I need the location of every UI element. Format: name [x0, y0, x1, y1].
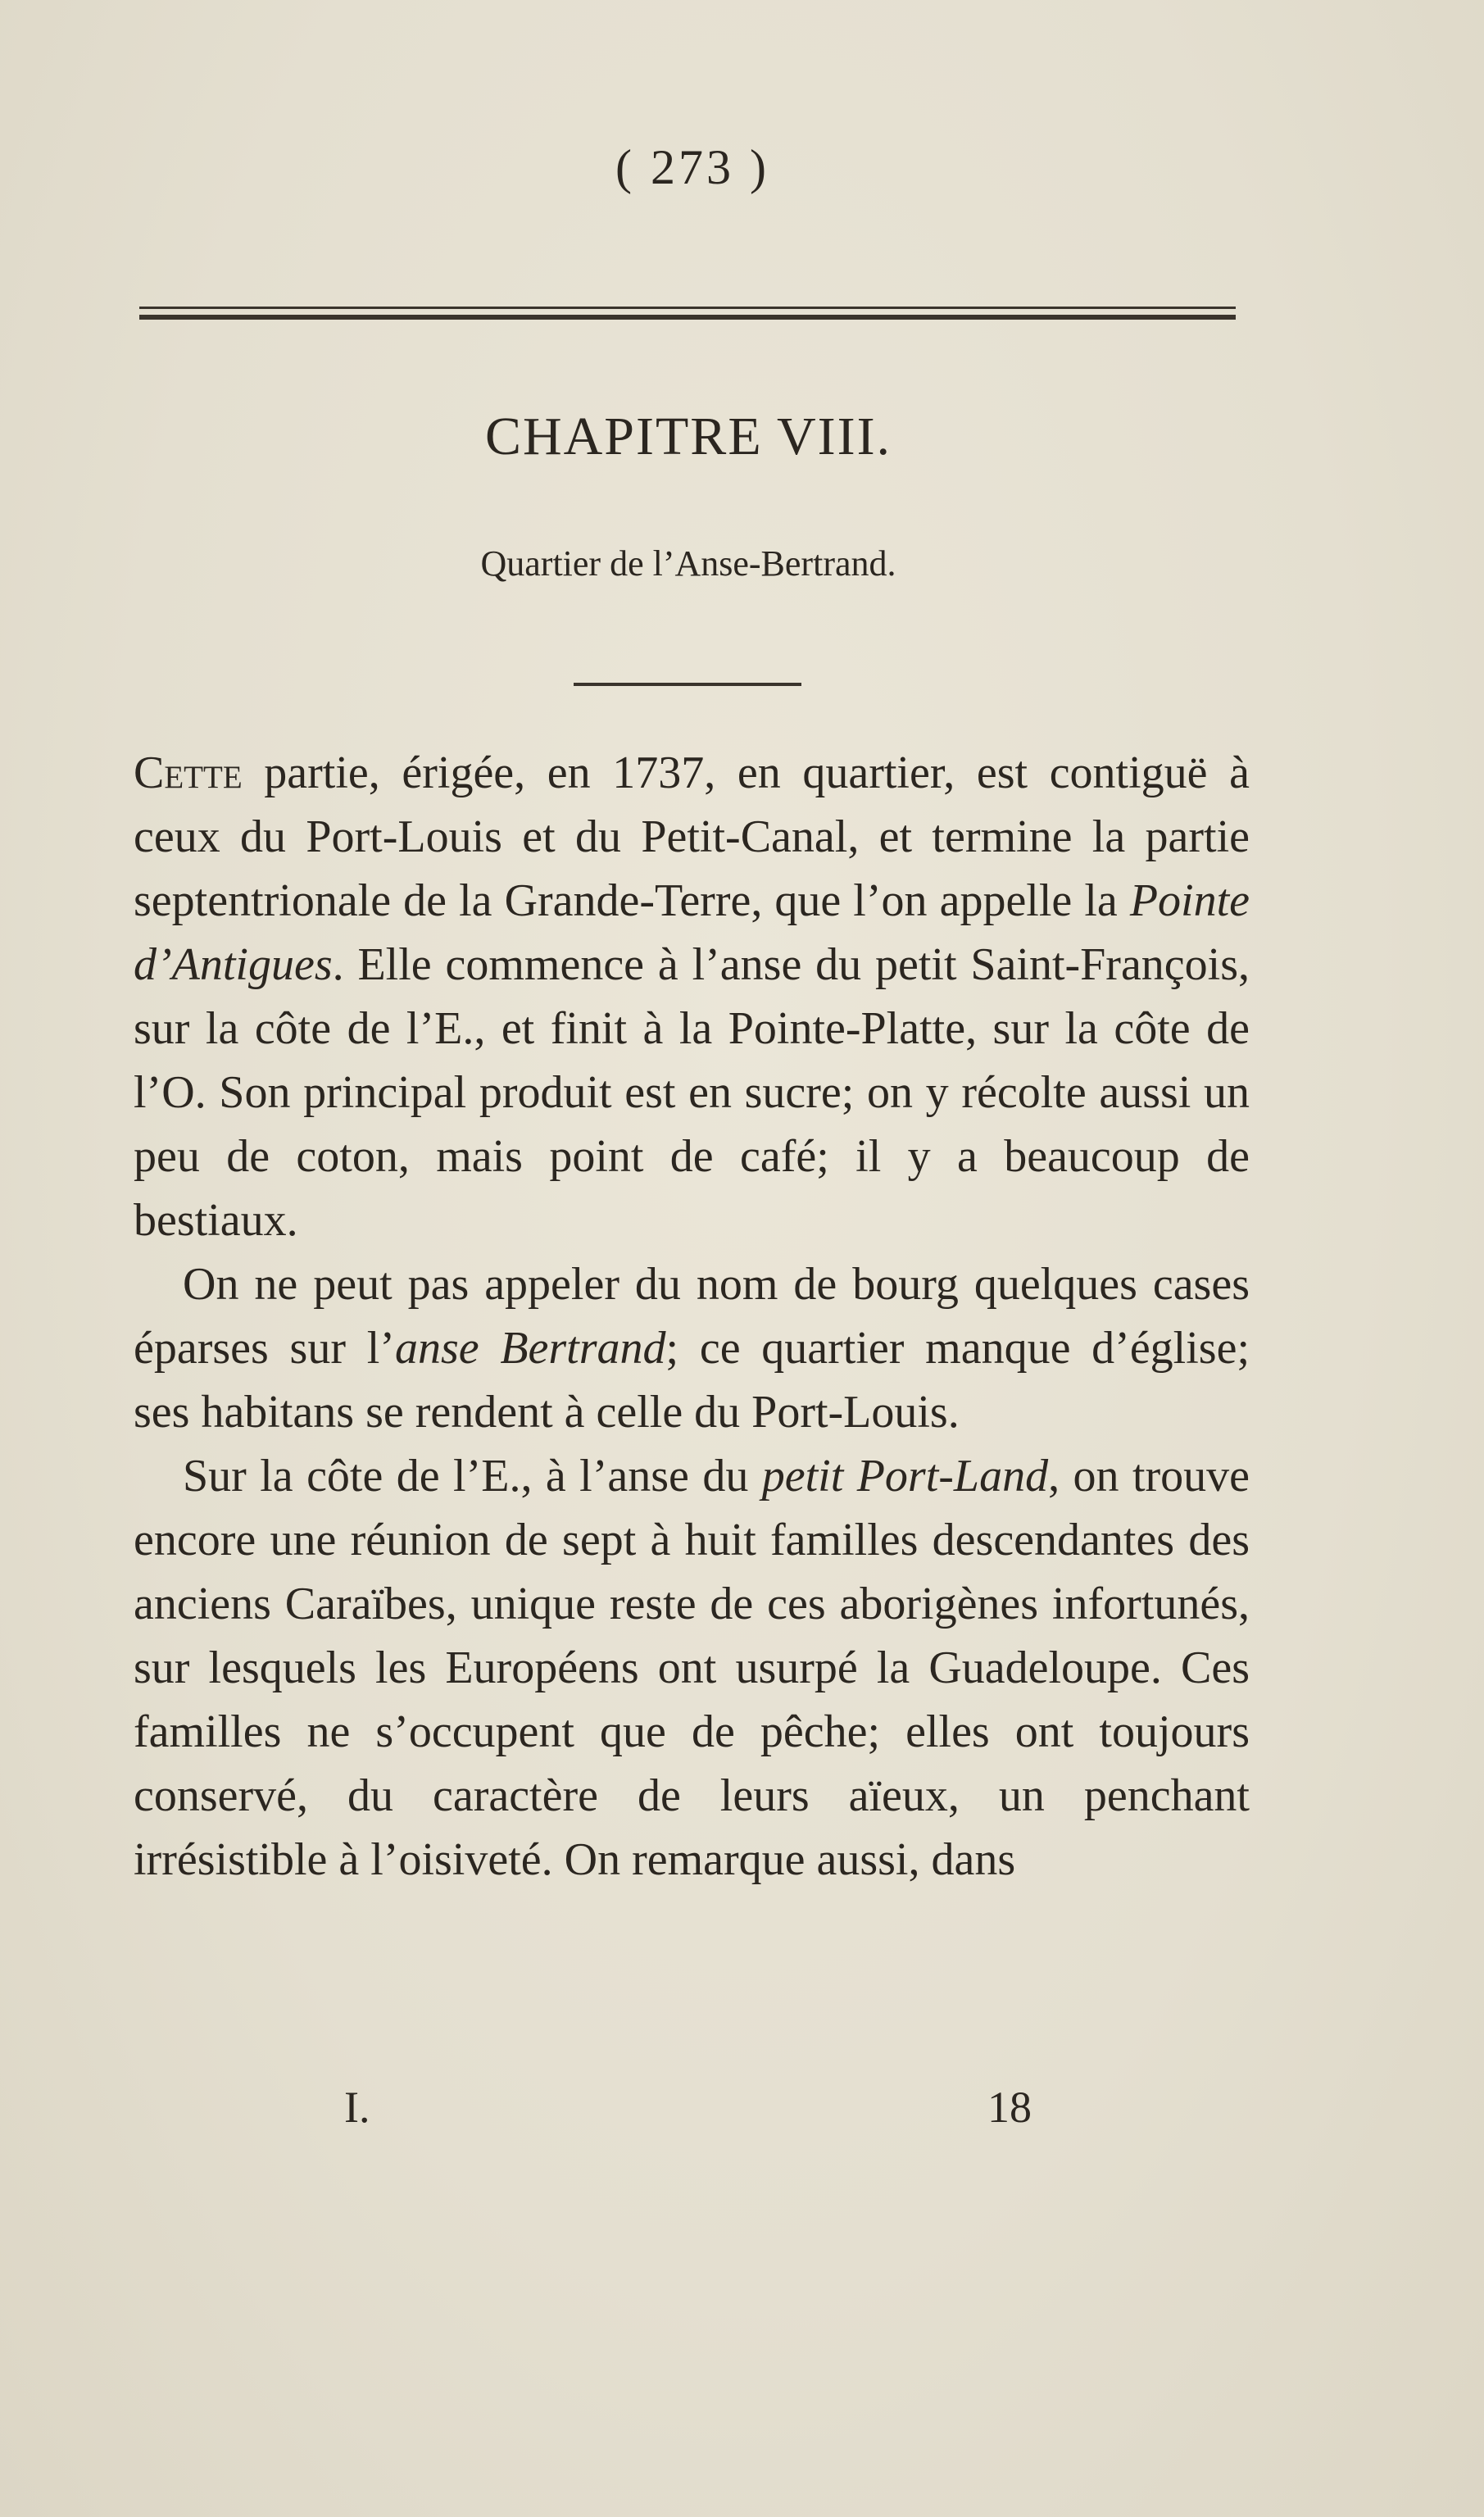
chapter-subtitle: Quartier de l’Anse-Bertrand.: [480, 543, 896, 584]
paragraph-text: partie, érigée, en 1737, en quartier, est contiguë à ceux du Port-Louis et du Petit-Canal, et termine la partie septentrionale de la Grande-Terre, que l’on appelle la: [134, 747, 1250, 926]
page-number: ( 273 ): [615, 140, 769, 194]
paragraph-italic: anse Bertrand: [394, 1323, 666, 1374]
paragraph-1: [134, 741, 1250, 1252]
paragraph-text: , on trouve encore une réunion de sept à huit familles descendantes des anciens Caraïbes, unique reste de ces aborigènes infortunés, sur lesquels les Européens ont usurpé la Guadeloupe. Ces familles ne s’occupent que de pêche; elles ont toujours conservé, du caractère de leurs aïeux, un penchant irrésistible à l’oisiveté. On remarque aussi, dans: [134, 1451, 1250, 1885]
paragraph-text: Sur la côte de l’E., à l’anse du: [183, 1451, 762, 1502]
section-divider: [574, 683, 801, 686]
paragraph-text: . Elle commence à l’anse du petit Saint-François, sur la côte de l’E., et finit à la Pointe-Platte, sur la côte de l’O. Son principal produit est en sucre; on y récolte aussi un peu de coton, mais point de café; il y a beaucoup de bestiaux.: [134, 939, 1250, 1246]
paragraph-3: [134, 1444, 1250, 1892]
signature-number: 18: [987, 2083, 1032, 2132]
chapter-title: CHAPITRE VIII.: [484, 407, 892, 466]
paragraph-italic: petit Port-Land: [761, 1451, 1049, 1502]
paragraph-lead-word: Cette: [134, 747, 243, 798]
signature-mark: I.: [344, 2083, 370, 2132]
body-text: [134, 741, 1250, 1892]
paragraph-text: ; ce quartier manque d’église; ses habitans se rendent à celle du Port-Louis.: [134, 1323, 1250, 1438]
paragraph-2: [134, 1252, 1250, 1444]
header-rule-thick: [139, 315, 1236, 320]
paragraph-text: On ne peut pas appeler du nom de bourg quelques cases éparses sur l’: [134, 1259, 1250, 1374]
paragraph-italic: Pointe d’Antigues: [134, 875, 1250, 990]
header-rule-thin: [139, 307, 1236, 309]
